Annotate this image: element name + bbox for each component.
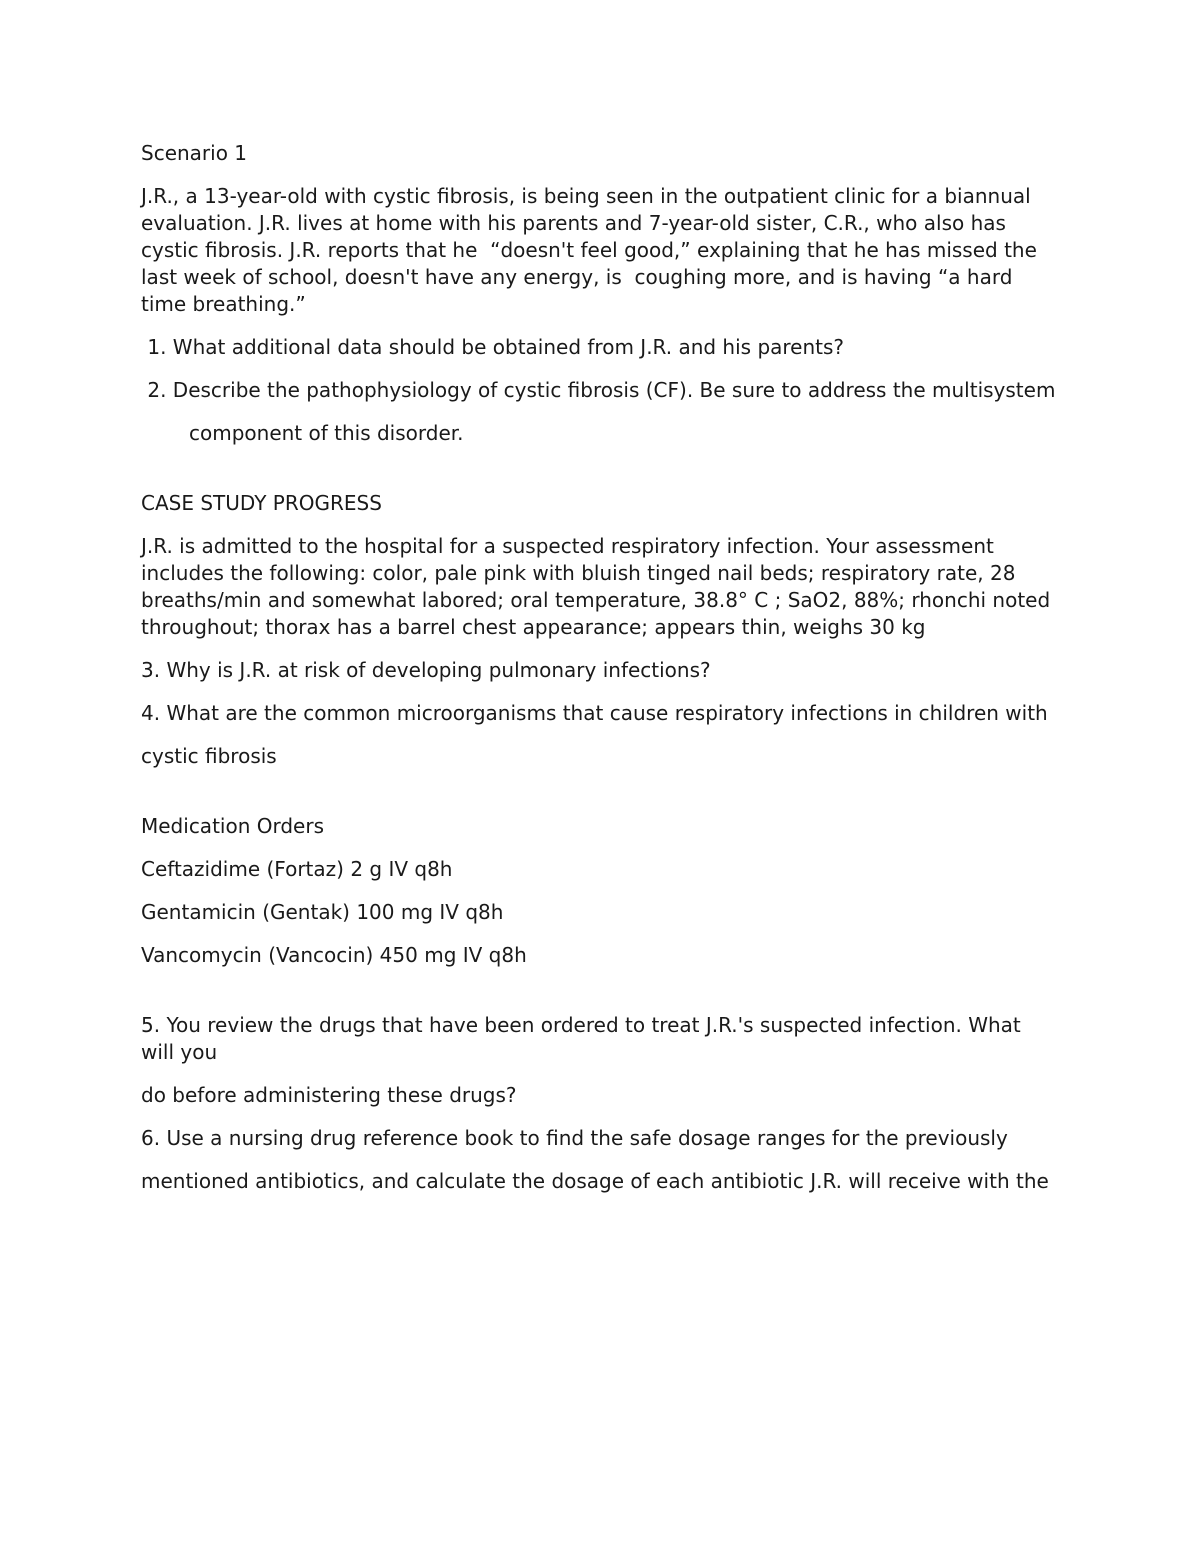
question-2-continuation: component of this disorder. (189, 421, 464, 445)
spacer (141, 786, 1056, 813)
question-4: 4. What are the common microorganisms that cause respiratory infections in children with (141, 701, 1048, 725)
spacer (141, 463, 1056, 490)
medication-item: Gentamicin (Gentak) 100 mg IV q8h (141, 900, 504, 924)
question-6: 6. Use a nursing drug reference book to find the safe dosage ranges for the previously (141, 1126, 1008, 1150)
medication-heading: Medication Orders (141, 814, 324, 838)
progress-paragraph: J.R. is admitted to the hospital for a suspected respiratory infection. Your assessment includes the following: color, pale pink with bluish tinged nail beds; respiratory rate, 28 breaths/min and somewhat labored; oral temperature, 38.8° C ; SaO2, 88%; rhonchi noted throughout; thorax has a barrel chest appearance; appears thin, weighs 30 kg (141, 534, 1057, 639)
document-body (141, 140, 1056, 1211)
medication-item: Ceftazidime (Fortaz) 2 g IV q8h (141, 857, 453, 881)
spacer (141, 985, 1056, 1012)
progress-heading: CASE STUDY PROGRESS (141, 491, 382, 515)
question-1: 1. What additional data should be obtained from J.R. and his parents? (141, 335, 845, 359)
question-5-continuation: do before administering these drugs? (141, 1083, 517, 1107)
medication-item: Vancomycin (Vancocin) 450 mg IV q8h (141, 943, 527, 967)
question-3: 3. Why is J.R. at risk of developing pulmonary infections? (141, 658, 711, 682)
question-5: 5. You review the drugs that have been ordered to treat J.R.'s suspected infection. What will you (141, 1013, 1028, 1064)
question-6-continuation: mentioned antibiotics, and calculate the dosage of each antibiotic J.R. will receive with the (141, 1169, 1049, 1193)
intro-paragraph: J.R., a 13-year-old with cystic fibrosis, is being seen in the outpatient clinic for a biannual evaluation. J.R. lives at home with his parents and 7-year-old sister, C.R., who also has cystic fibrosis. J.R. reports that he “doesn't feel good,” explaining that he has missed the last week of school, doesn't have any energy, is coughing more, and is having “a hard time breathing.” (141, 184, 1044, 316)
question-2: 2. Describe the pathophysiology of cystic fibrosis (CF). Be sure to address the multisystem (141, 378, 1056, 402)
question-4-continuation: cystic fibrosis (141, 744, 277, 768)
scenario-title: Scenario 1 (141, 141, 248, 165)
